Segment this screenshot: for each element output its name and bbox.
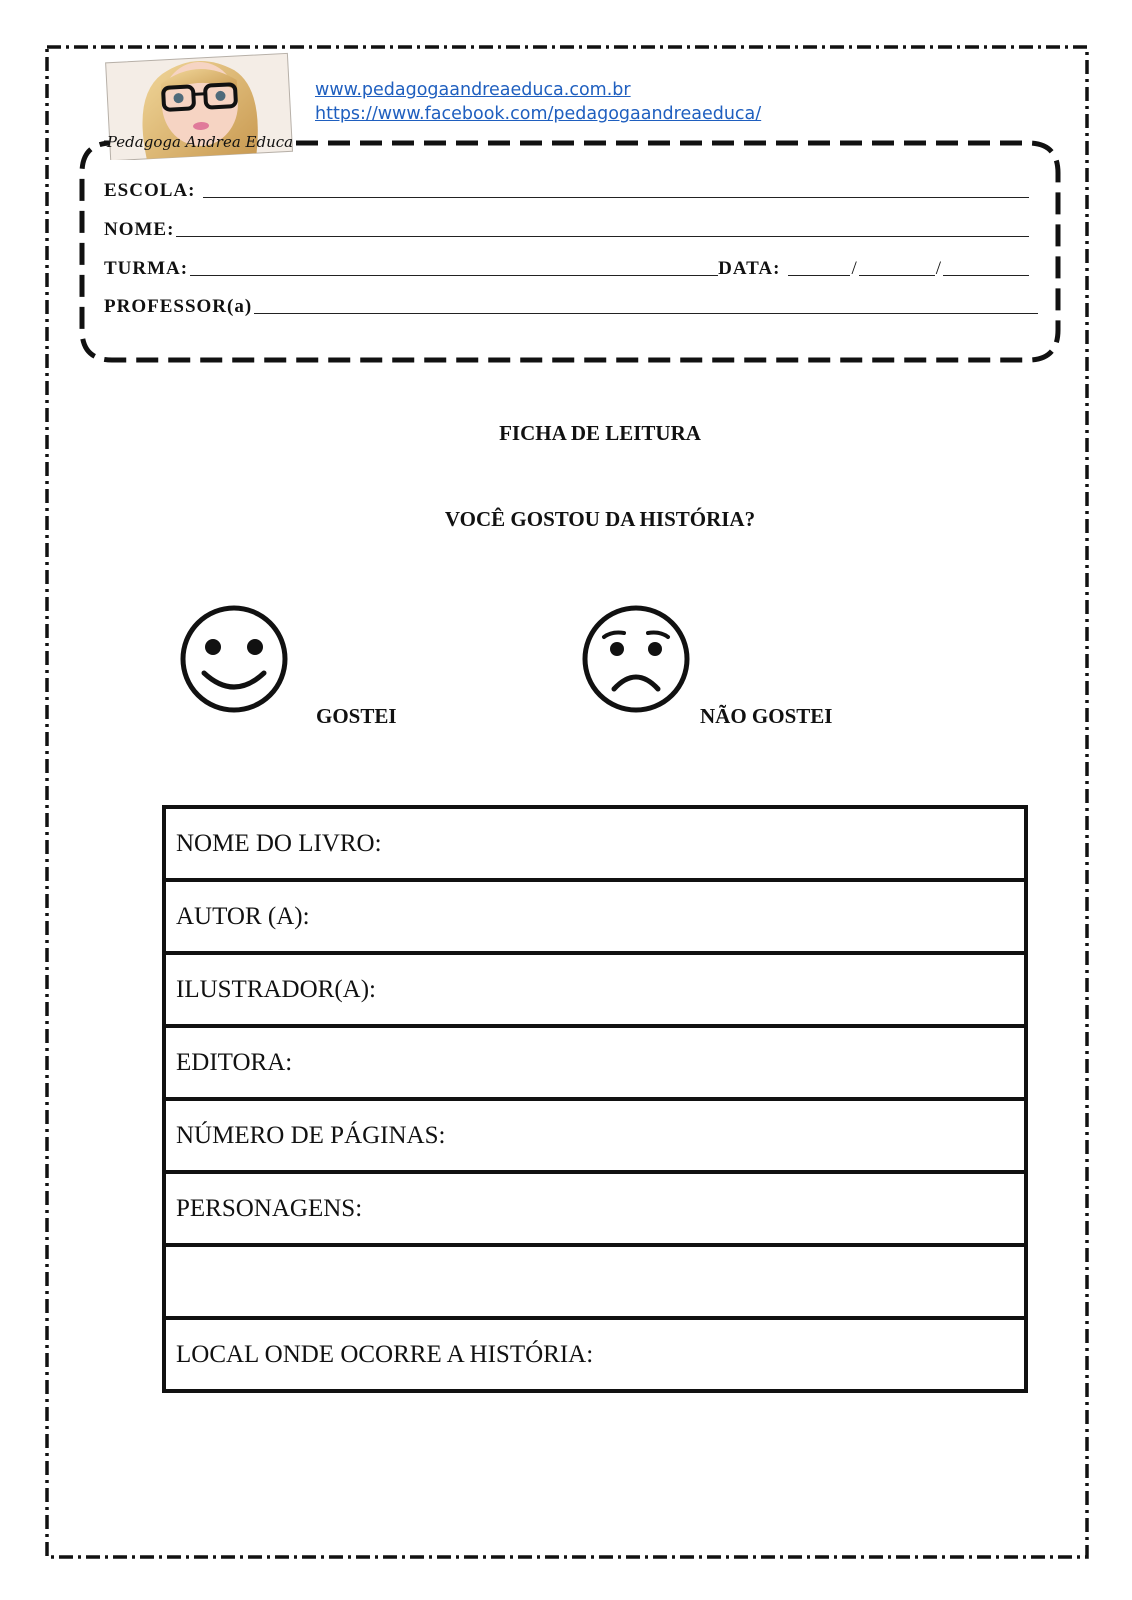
nome-field[interactable] (104, 219, 1029, 241)
date-separator: / (851, 258, 858, 279)
nome-line (176, 235, 1029, 237)
turma-line[interactable] (190, 274, 718, 276)
table-row (164, 1099, 1026, 1172)
data-label: DATA: (718, 258, 781, 279)
escola-label: ESCOLA: (104, 180, 196, 201)
table-row (164, 1245, 1026, 1318)
professor-field[interactable] (104, 296, 1038, 318)
date-day-line (788, 274, 850, 276)
turma-data-row (104, 258, 1029, 280)
escola-field[interactable] (104, 180, 1029, 202)
nome-do-livro-cell[interactable]: NOME DO LIVRO: (164, 807, 1026, 880)
date-month-line (859, 274, 935, 276)
professor-line (254, 312, 1038, 314)
nao-gostei-label: NÃO GOSTEI (700, 704, 833, 728)
sad-face-icon[interactable] (580, 603, 692, 715)
local-da-historia-cell[interactable]: LOCAL ONDE OCORRE A HISTÓRIA: (164, 1318, 1026, 1391)
table-row (164, 953, 1026, 1026)
escola-line (203, 196, 1029, 198)
table-row (164, 807, 1026, 880)
ilustrador-cell[interactable]: ILUSTRADOR(A): (164, 953, 1026, 1026)
website-link[interactable]: www.pedagogaandreaeduca.com.br (315, 80, 631, 100)
facebook-link[interactable]: https://www.facebook.com/pedagogaandreaeduca/ (315, 104, 762, 124)
gostei-label: GOSTEI (316, 704, 397, 728)
date-separator: / (935, 258, 942, 279)
autor-cell[interactable]: AUTOR (A): (164, 880, 1026, 953)
turma-label: TURMA: (104, 258, 189, 279)
numero-de-paginas-cell[interactable]: NÚMERO DE PÁGINAS: (164, 1099, 1026, 1172)
personagens-cell[interactable]: PERSONAGENS: (164, 1172, 1026, 1245)
page-title: FICHA DE LEITURA (499, 421, 701, 445)
editora-cell[interactable]: EDITORA: (164, 1026, 1026, 1099)
header-links (315, 78, 761, 126)
book-info-table (162, 805, 1028, 1393)
logo-image (104, 52, 296, 160)
nome-label: NOME: (104, 219, 175, 240)
table-row (164, 1026, 1026, 1099)
smiley-face-icon[interactable] (178, 603, 290, 715)
blank-cell[interactable] (164, 1245, 1026, 1318)
date-field[interactable] (788, 258, 1029, 280)
question-text: VOCÊ GOSTOU DA HISTÓRIA? (444, 507, 756, 531)
table-row (164, 1318, 1026, 1391)
table-row (164, 880, 1026, 953)
date-year-line (943, 274, 1029, 276)
svg-text:Pedagoga Andrea Educa: Pedagoga Andrea Educa (106, 133, 294, 151)
professor-label: PROFESSOR(a) (104, 296, 253, 317)
table-row (164, 1172, 1026, 1245)
